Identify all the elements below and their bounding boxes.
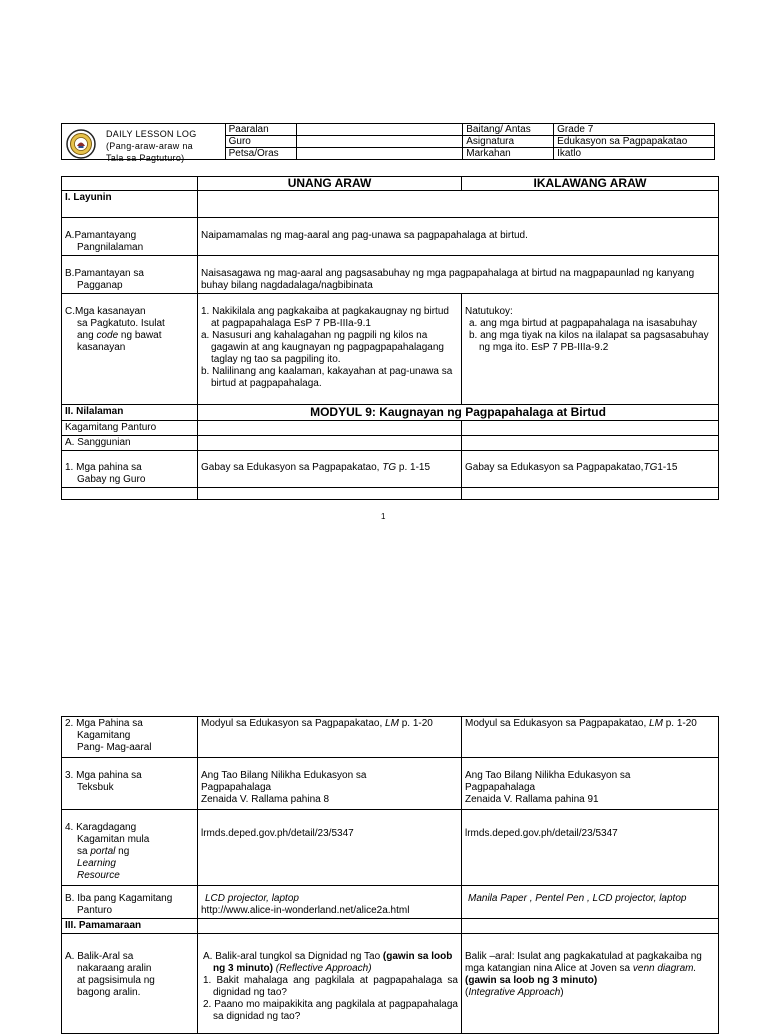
content-text: venn diagram. (632, 963, 697, 974)
blank-cell (198, 488, 462, 500)
header-label: Guro (225, 136, 296, 148)
row-letter: C. (65, 306, 75, 317)
objective-item: 1. Nakikilala ang pagkakaiba at pagkakaugnay ng birtud at pagpapahalaga EsP 7 PB-IIIa-9.1 (201, 306, 449, 329)
content-text: Gabay sa Edukasyon sa Pagpapakatao, (201, 462, 383, 473)
content-text: Zenaida V. Rallama pahina 91 (465, 794, 599, 805)
header-label: Paaralan (225, 124, 296, 136)
row-label-text: 4. Karagdagang (65, 822, 137, 833)
title-line: DAILY LESSON LOG (106, 129, 197, 139)
row-label-text: Kagamitan mula (77, 834, 150, 845)
content-text: Pagpapahalaga (201, 782, 272, 793)
content-text: Modyul sa Edukasyon sa Pagpapakatao, (201, 718, 386, 729)
content-text: A. Balik-aral tungkol sa Dignidad ng Tao (203, 951, 383, 962)
blank-cell (62, 177, 198, 191)
row-label-balik-aral (62, 934, 198, 1034)
title-line: Tala sa Pagtuturo) (106, 153, 185, 163)
content-text: Modyul sa Edukasyon sa Pagpapakatao, (465, 718, 650, 729)
row-label-text: kasanayan (77, 342, 126, 353)
mag-aaral-day2 (462, 717, 719, 758)
teksbuk-day2 (462, 758, 719, 810)
content-text: Ang Tao Bilang Nilikha Edukasyon sa (201, 770, 367, 781)
row-letter: A. (65, 230, 75, 241)
content-text: TG (643, 462, 658, 473)
content-text: LCD projector, laptop (205, 893, 299, 904)
row-label-kasanayan (62, 294, 198, 405)
blank-cell (462, 436, 719, 451)
title-line: (Pang-araw-araw na (106, 141, 193, 151)
blank-cell (462, 919, 719, 934)
content-text: Gabay sa Edukasyon sa Pagpapakatao, (465, 462, 644, 473)
mag-aaral-day1 (198, 717, 462, 758)
blank-cell (462, 421, 719, 436)
row-label-text: 1. Mga pahina sa (65, 462, 142, 473)
row-label-text: nakaraang aralin (77, 963, 152, 974)
blank-cell (62, 488, 198, 500)
content-text: TG (382, 462, 397, 473)
question-item: 1. Bakit mahalaga ang pagkilala at pagpapahalaga sa dignidad ng tao? (203, 975, 458, 998)
content-text: Zenaida V. Rallama pahina 8 (201, 794, 330, 805)
row-label-text: Panturo (77, 905, 113, 916)
row-label-text: bagong aralin. (77, 987, 141, 998)
sanggunian-label: A. Sanggunian (62, 436, 198, 451)
content-text: Naipamamalas ng mag-aaral ang pag-unawa sa pagpapahalaga at birtud. (201, 230, 528, 241)
row-label-text: Pagganap (77, 280, 123, 291)
teacher-value[interactable] (296, 136, 463, 148)
row-label-text: sa (77, 846, 91, 857)
date-value[interactable] (296, 148, 463, 160)
school-value[interactable] (296, 124, 463, 136)
row-label-teksbuk (62, 758, 198, 810)
day1-heading: UNANG ARAW (198, 177, 462, 191)
pamantayan-sa-pagganap-text (198, 256, 719, 294)
lesson-table-page1 (61, 176, 719, 500)
approach-note: (Reflective Approach) (275, 963, 372, 974)
row-label-text: Mga kasanayan (75, 306, 146, 317)
row-label-text: Pamantayan sa (74, 268, 144, 279)
section-layunin-title: I. Layunin (62, 191, 198, 218)
content-text: LM (385, 718, 399, 729)
teksbuk-day1 (198, 758, 462, 810)
content-text: Pagpapahalaga (465, 782, 536, 793)
content-text: p. 1-20 (662, 718, 697, 729)
karagdagang-day1 (198, 810, 462, 886)
approach-note: Integrative Approach (468, 987, 561, 998)
balik-aral-day1 (198, 934, 462, 1034)
row-label-karagdagang-kagamitan (62, 810, 198, 886)
objective-item: b. ang mga tiyak na kilos na ilalapat sa pagsasabuhay ng mga ito. EsP 7 PB-IIIa-9.2 (469, 330, 709, 353)
row-label-text: Pamantayang (74, 230, 137, 241)
row-label-text: ng bawat (118, 330, 162, 341)
modyul-title: MODYUL 9: Kaugnayan ng Pagpapahalaga at Birtud (198, 405, 719, 421)
row-label-text: at pagsisimula ng (77, 975, 155, 986)
grade-value: Grade 7 (554, 124, 715, 136)
header-table (61, 123, 715, 163)
deped-seal-logo (66, 129, 96, 159)
header-label: Asignatura (463, 136, 554, 148)
time-note: (gawin sa loob ng 3 minuto) (465, 975, 598, 986)
header-label: Petsa/Oras (225, 148, 296, 160)
logo-cell (62, 124, 226, 163)
gabay-guro-day2 (462, 451, 719, 488)
lesson-table-page2 (61, 716, 719, 1034)
objective-item: a. ang mga birtud at pagpapahalaga na isasabuhay (469, 318, 697, 329)
content-text: Naisasagawa ng mag-aaral ang pagsasabuhay ng mga pagpapahalaga at birtud na magpapaunlad ng kanyang buhay bilang nagdadalaga/nagbibinata (201, 268, 695, 291)
blank-cell (198, 421, 462, 436)
subject-value: Edukasyon sa Pagpapakatao (554, 136, 715, 148)
row-label-text: B. Iba pang Kagamitang (65, 893, 173, 904)
lrmds-link[interactable]: lrmds.deped.gov.ph/detail/23/5347 (465, 828, 618, 839)
row-letter: B. (65, 268, 75, 279)
row-label-gabay-ng-guro (62, 451, 198, 488)
iba-pang-day1 (198, 886, 462, 919)
row-label-text: Learning (77, 858, 116, 869)
content-text: p. 1-20 (398, 718, 433, 729)
content-text: 1-15 (657, 462, 678, 473)
lrmds-link[interactable]: lrmds.deped.gov.ph/detail/23/5347 (201, 828, 354, 839)
objective-item: a. Nasusuri ang kahalagahan ng pagpili ng kilos na gagawin at ang kaugnayan ng pagpagpapahalagang taglay ng tao sa pagpiling ito. (201, 330, 444, 365)
header-label: Baitang/ Antas (463, 124, 554, 136)
kasanayan-day2 (462, 294, 719, 405)
row-label-text: 3. Mga pahina sa (65, 770, 142, 781)
row-label-text: ang (77, 330, 97, 341)
iba-pang-day2 (462, 886, 719, 919)
blank-cell (198, 191, 719, 218)
row-label-text: Teksbuk (77, 782, 114, 793)
content-text: ) (560, 987, 564, 998)
row-label-text: Pang- Mag-aaral (77, 742, 152, 753)
kagamitang-panturo-label: Kagamitang Panturo (62, 421, 198, 436)
objective-item: b. Nalilinang ang kaalaman, kakayahan at pag-unawa sa birtud at pagpapahalaga. (201, 366, 453, 389)
content-text: Balik –aral: Isulat ang pagkakatulad at pagkakaiba ng mga katangian nina Alice at Joven sa (465, 951, 702, 974)
alice-link[interactable]: http://www.alice-in-wonderland.net/alice2a.html (201, 905, 410, 916)
row-label-pamantayan-sa-pagganap (62, 256, 198, 294)
row-label-text: Gabay ng Guro (77, 474, 146, 485)
row-label-text: A. Balik-Aral sa (65, 951, 134, 962)
row-label-text: Resource (77, 870, 120, 881)
row-label-pamantayang-pangnilalaman (62, 218, 198, 256)
day2-heading: IKALAWANG ARAW (462, 177, 719, 191)
blank-cell (198, 436, 462, 451)
kasanayan-day1 (198, 294, 462, 405)
content-text: Ang Tao Bilang Nilikha Edukasyon sa (465, 770, 631, 781)
row-label-text: sa Pagkatuto. Isulat (77, 318, 165, 329)
gabay-guro-day1 (198, 451, 462, 488)
header-label: Markahan (463, 148, 554, 160)
document-title (106, 128, 197, 164)
page-number: 1 (381, 512, 386, 521)
blank-cell (198, 919, 462, 934)
content-text: p. 1-15 (396, 462, 431, 473)
karagdagang-day2 (462, 810, 719, 886)
row-label-text: Pangnilalaman (77, 242, 144, 253)
time-note: (gawin sa loob ng 3 minuto) (213, 951, 453, 974)
pamantayang-pangnilalaman-text (198, 218, 719, 256)
balik-aral-day2 (462, 934, 719, 1034)
quarter-value: Ikatlo (554, 148, 715, 160)
section-pamamaraan-title: III. Pamamaraan (62, 919, 198, 934)
row-label-kagamitang-mag-aaral (62, 717, 198, 758)
section-nilalaman-title: II. Nilalaman (62, 405, 198, 421)
blank-cell (462, 488, 719, 500)
content-text: Manila Paper , Pentel Pen , LCD projector, laptop (468, 893, 687, 904)
row-label-iba-pang-kagamitan (62, 886, 198, 919)
row-label-text: 2. Mga Pahina sa (65, 718, 143, 729)
objective-heading: Natutukoy: (465, 306, 513, 317)
row-label-text: ng (115, 846, 130, 857)
row-label-text: Kagamitang (77, 730, 131, 741)
row-label-text: code (96, 330, 119, 341)
content-text: ( (465, 987, 469, 998)
question-item: 2. Paano mo maipakikita ang pagkilala at pagpapahalaga sa dignidad ng tao? (203, 999, 458, 1022)
content-text: LM (649, 718, 663, 729)
row-label-text: portal (90, 846, 116, 857)
